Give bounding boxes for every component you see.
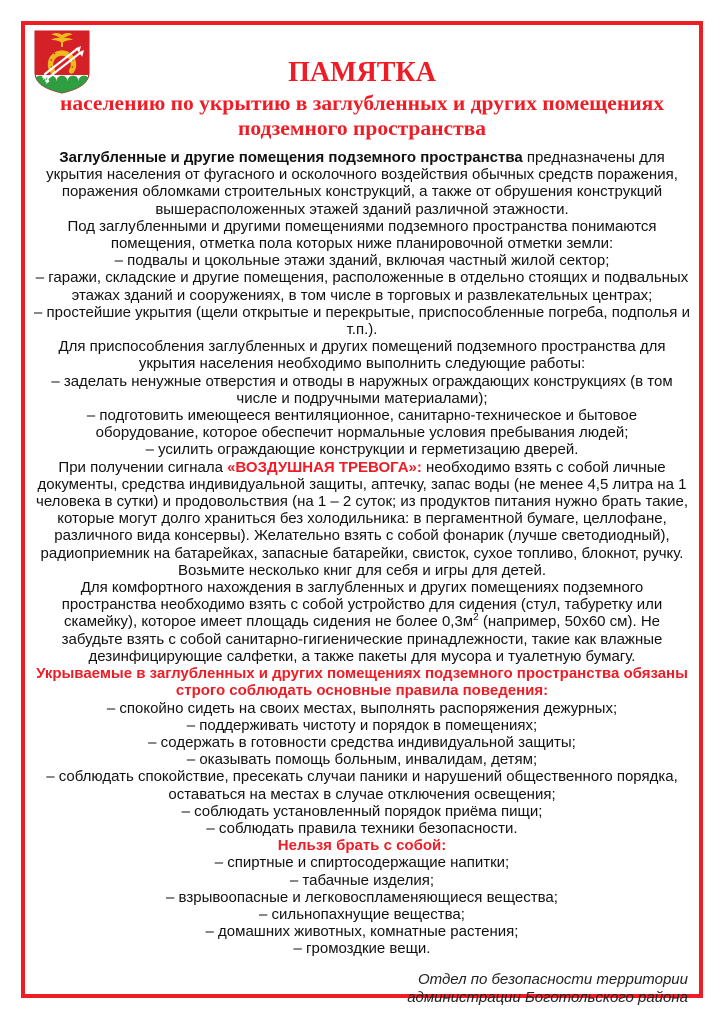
paragraph: При получении сигнала «ВОЗДУШНАЯ ТРЕВОГА»: необходимо взять с собой личные документы, средства индивидуальной защиты, аптечку, запас воды (не менее 4,5 литра на 1 человека в сутки) и продовольствия (на 1 – 2 суток; из продуктов питания нужно брать такие, которые могут долго храниться без холодильника: в пергаментной бумаге, целлофане, различного вида консервы). Желательно взять с собой фонарик (лучше светодиодный), радиоприемник на батарейках, запасные батарейки, свисток, сухое топливо, блокнот, ручку. <box>36 458 688 562</box>
paragraph: – соблюдать установленный порядок приёма пищи; <box>181 802 543 820</box>
paragraph: Для приспособления заглубленных и других помещений подземного пространства для укрытия населения необходимо выполнить следующие работы: <box>58 338 666 373</box>
page-subtitle: населению по укрытию в заглубленных и других помещениях подземного пространства <box>59 91 664 140</box>
paragraph: – подвалы и цокольные этажи зданий, включая частный жилой сектор; <box>114 252 610 270</box>
paragraph: Возьмите несколько книг для себя и игры для детей. <box>177 561 546 579</box>
signature-line-1: Отдел по безопасности территории <box>417 970 688 988</box>
paragraph: – гаражи, складские и другие помещения, расположенные в отдельно стоящих и подвальных этажах зданий и сооружениях, в том числе в торговых и развлекательных центрах; <box>35 269 689 304</box>
signature-line-2: администрации Боготольского района <box>407 988 688 1006</box>
paragraph: – взрывоопасные и легковоспламеняющиеся вещества; <box>166 888 558 906</box>
paragraph: Под заглубленными и другими помещениями подземного пространства понимаются помещения, отметка пола которых ниже планировочной отметки земли: <box>67 217 657 253</box>
paragraph: – соблюдать правила техники безопасности. <box>206 819 518 837</box>
paragraph: – громоздкие вещи. <box>293 940 431 958</box>
paragraph: – сильнопахнущие вещества; <box>259 905 465 923</box>
signature-block <box>34 971 690 1007</box>
paragraph: – оказывать помощь больным, инвалидам, детям; <box>186 751 538 769</box>
paragraph: – спиртные и спиртосодержащие напитки; <box>214 854 510 872</box>
paragraph: – домашних животных, комнатные растения; <box>205 923 519 941</box>
paragraph: – простейшие укрытия (щели открытые и перекрытые, приспособленные погреба, подполья и т.п.). <box>34 303 690 339</box>
body-paragraphs <box>34 149 690 958</box>
coat-of-arms <box>33 29 91 95</box>
paragraph: – поддерживать чистоту и порядок в помещениях; <box>186 716 538 734</box>
paragraph: Заглубленные и другие помещения подземного пространства предназначены для укрытия населения от фугасного и осколочного воздействия обычных средств поражения, поражения обломками строительных конструкций, а также от обрушения конструкций вышерасположенных этажей зданий различной этажности. <box>46 149 678 218</box>
page-title: ПАМЯТКА <box>288 57 436 88</box>
paragraph: Для комфортного нахождения в заглубленных и других помещениях подземного пространства необходимо взять с собой устройство для сидения (стул, табуретку или скамейку), которое имеет площадь сидения не более $0,3м^2$ (например, 50х60 см). Не забудьте взять с собой санитарно-гигиенические принадлежности, такие как влажные дезинфицирующие салфетки, а также пакеты для мусора и туалетную бумагу. <box>61 579 663 665</box>
paragraph: – табачные изделия; <box>289 871 435 889</box>
paragraph: Нельзя брать с собой: <box>277 837 447 855</box>
paragraph: – подготовить имеющееся вентиляционное, санитарно-техническое и бытовое оборудование, которое обеспечит нормальные условия пребывания людей; <box>86 407 638 442</box>
paragraph: – содержать в готовности средства индивидуальной защиты; <box>148 733 576 751</box>
red-border-frame <box>21 21 703 1006</box>
paragraph: Укрываемые в заглубленных и других помещениях подземного пространства обязаны строго соблюдать основные правила поведения: <box>36 665 688 700</box>
paragraph: – соблюдать спокойствие, пресекать случаи паники и нарушений общественного порядка, оставаться на местах в случае отключения освещения; <box>46 768 678 803</box>
paragraph: – усилить ограждающие конструкции и герметизацию дверей. <box>145 441 579 459</box>
paragraph: – заделать ненужные отверстия и отводы в наружных ограждающих конструкциях (в том числе и подручными материалами); <box>51 372 673 407</box>
paragraph: – спокойно сидеть на своих местах, выполнять распоряжения дежурных; <box>106 699 618 717</box>
bogotolsky-district-emblem-icon <box>33 29 91 95</box>
